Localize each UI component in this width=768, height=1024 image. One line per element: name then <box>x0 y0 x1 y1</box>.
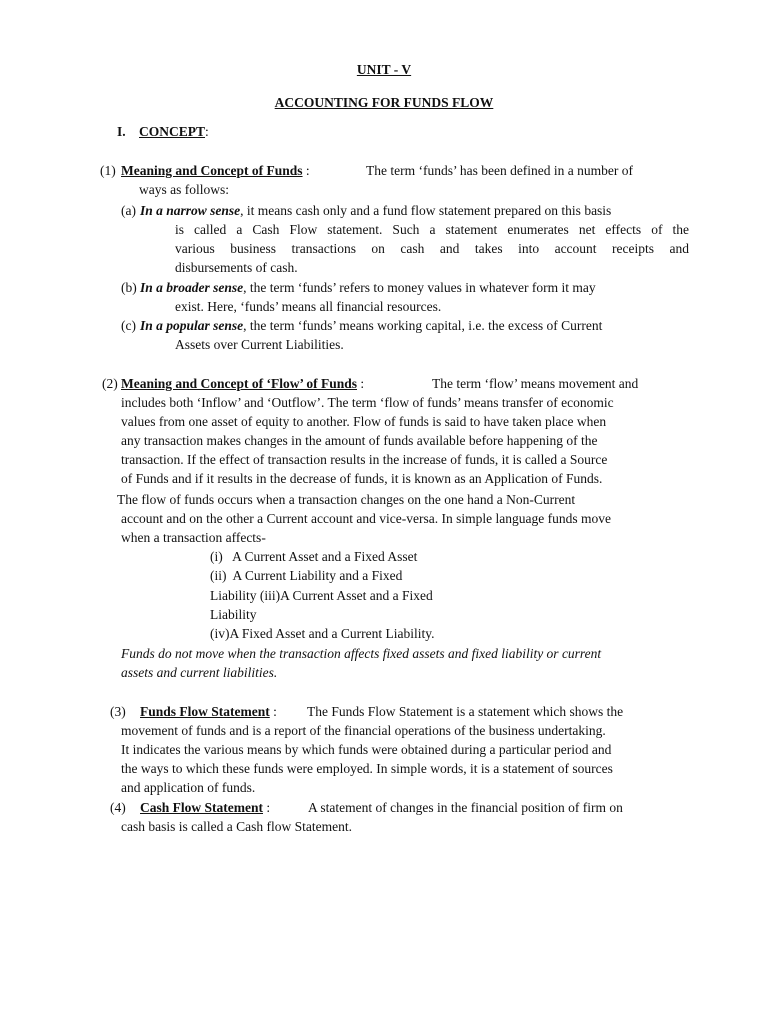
item2-note-line1: Funds do not move when the transaction affects fixed assets and fixed liability or current <box>121 646 602 661</box>
item2-line6: of Funds and if it results in the decrease of funds, it is known as an Application of Funds. <box>121 471 603 486</box>
item1c-line1 <box>140 316 602 335</box>
item1b-number: (b) <box>121 280 137 295</box>
item1a-line3: various business transactions on cash and takes into account receipts and <box>175 241 689 256</box>
item1a-number: (a) <box>121 203 136 218</box>
item4-heading-wrap <box>140 798 270 817</box>
section-heading: CONCEPT <box>139 124 206 139</box>
item3-line2: movement of funds and is a report of the financial operations of the business undertaking. <box>121 723 606 738</box>
item2-heading: Meaning and Concept of ‘Flow’ of Funds <box>121 376 358 391</box>
item1b-line1-rest: , the term ‘funds’ refers to money values in whatever form it may <box>243 280 596 295</box>
item2-list-item-2: (ii) A Current Liability and a Fixed <box>210 568 403 583</box>
item1-line2: ways as follows: <box>139 182 229 197</box>
item2-note-line2: assets and current liabilities. <box>121 665 278 680</box>
item1a-emphasis: In a narrow sense <box>140 203 241 218</box>
item2-line4: any transaction makes changes in the amount of funds available before happening of the <box>121 433 598 448</box>
item2-line5: transaction. If the effect of transaction results in the increase of funds, it is called a Source <box>121 452 608 467</box>
item1b-line1 <box>140 278 596 297</box>
item2-para2-line2: account and on the other a Current account and vice-versa. In simple language funds move <box>121 511 611 526</box>
item3-number: (3) <box>110 704 126 719</box>
item2-para2-line1: The flow of funds occurs when a transaction changes on the one hand a Non-Current <box>117 492 576 507</box>
item2-list-item-4: Liability <box>210 607 257 622</box>
item4-line1: A statement of changes in the financial position of firm on <box>308 800 623 815</box>
item1b-line2: exist. Here, ‘funds’ means all financial resources. <box>175 299 442 314</box>
section-heading-colon: : <box>205 124 209 139</box>
item2-heading-wrap <box>121 374 364 393</box>
item3-line1: The Funds Flow Statement is a statement which shows the <box>307 704 624 719</box>
item1c-line1-rest: , the term ‘funds’ means working capital, i.e. the excess of Current <box>243 318 603 333</box>
item4-heading: Cash Flow Statement <box>140 800 263 815</box>
item2-separator: : <box>357 376 365 391</box>
item2-line1: The term ‘flow’ means movement and <box>432 376 639 391</box>
item3-line4: the ways to which these funds were employed. In simple words, it is a statement of sources <box>121 761 613 776</box>
item2-list-item-3: Liability (iii)A Current Asset and a Fixed <box>210 588 433 603</box>
item3-line3: It indicates the various means by which funds were obtained during a particular period and <box>121 742 612 757</box>
item1c-number: (c) <box>121 318 136 333</box>
item1a-line1 <box>140 201 611 220</box>
section-heading-wrap <box>139 122 209 141</box>
item3-heading-wrap <box>140 702 277 721</box>
item1-number: (1) <box>100 163 116 178</box>
item3-separator: : <box>269 704 277 719</box>
item1c-line2: Assets over Current Liabilities. <box>175 337 344 352</box>
document-title: ACCOUNTING FOR FUNDS FLOW <box>274 95 494 110</box>
unit-heading: UNIT - V <box>356 62 412 77</box>
item1c-emphasis: In a popular sense <box>140 318 244 333</box>
item2-line3: values from one asset of equity to another. Flow of funds is said to have taken place when <box>121 414 607 429</box>
item2-line2: includes both ‘Inflow’ and ‘Outflow’. The term ‘flow of funds’ means transfer of economic <box>121 395 614 410</box>
item1a-line1-rest: , it means cash only and a fund flow statement prepared on this basis <box>240 203 612 218</box>
item1a-line2: is called a Cash Flow statement. Such a statement enumerates net effects of the <box>175 222 689 237</box>
item2-list-item-5: (iv)A Fixed Asset and a Current Liability. <box>210 626 435 641</box>
item4-number: (4) <box>110 800 126 815</box>
item3-heading: Funds Flow Statement <box>140 704 270 719</box>
item3-line5: and application of funds. <box>121 780 256 795</box>
item1-separator: : <box>302 163 310 178</box>
item2-para2-line3: when a transaction affects- <box>121 530 266 545</box>
item2-number: (2) <box>102 376 118 391</box>
item4-separator: : <box>263 800 271 815</box>
item1b-emphasis: In a broader sense <box>140 280 244 295</box>
section-number: I. <box>117 124 126 139</box>
item1-line1: The term ‘funds’ has been defined in a number of <box>366 163 634 178</box>
item4-line2: cash basis is called a Cash flow Statement. <box>121 819 352 834</box>
item1-heading-wrap <box>121 161 310 180</box>
item1a-line4: disbursements of cash. <box>175 260 298 275</box>
item2-list-item-1: (i) A Current Asset and a Fixed Asset <box>210 549 418 564</box>
item1-heading: Meaning and Concept of Funds <box>121 163 303 178</box>
